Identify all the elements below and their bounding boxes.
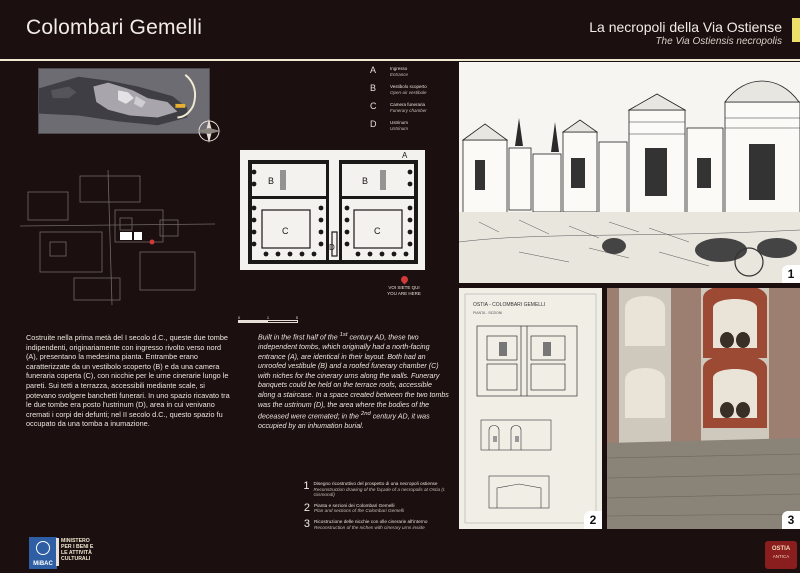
text-en-sup: 1st <box>339 332 348 338</box>
logo-sub-text: ANTICA <box>772 554 790 559</box>
plan-label-a: A <box>402 151 408 160</box>
legend-label-it: Ustrinum <box>390 120 409 125</box>
ministry-line: CULTURALI <box>61 556 91 562</box>
plan-label-c: C <box>282 226 289 236</box>
plan-label-b: B <box>362 176 369 186</box>
ostia-antica-logo <box>765 541 797 569</box>
figure-badge: 3 <box>782 511 800 529</box>
caption-en: Reconstruction drawing of the façade of a necropolis at Ostia <box>313 486 441 492</box>
scale-tick: 0 <box>238 315 241 320</box>
description-english <box>258 331 451 432</box>
scale-bar <box>238 314 298 323</box>
legend-label-it: Vestibolo scoperto <box>390 84 427 89</box>
caption-it: Pianta e sezioni dei Colombari Gemelli <box>314 502 395 508</box>
site-detail-map <box>20 170 215 305</box>
legend-item <box>370 102 450 120</box>
text-en-part: Built in the first half of the <box>258 333 340 342</box>
caption-item <box>300 503 460 514</box>
legend-key: C <box>370 101 377 111</box>
legend-label-it: Ingresso <box>390 66 408 71</box>
you-are-here-it: VOI SIETE QUI <box>388 285 420 290</box>
caption-item <box>300 481 460 498</box>
site-map <box>38 68 210 134</box>
figure-1-reconstruction-drawing <box>459 62 800 283</box>
ministry-logo <box>29 537 121 569</box>
ministry-line: MINISTERO <box>61 538 90 544</box>
floor-plan <box>240 150 425 270</box>
you-are-here-en: YOU ARE HERE <box>387 290 421 296</box>
header-divider <box>0 59 800 61</box>
caption-number: 2 <box>303 501 310 514</box>
caption-credit: (I. Gismondi) <box>313 486 446 498</box>
subtitle-italian: La necropoli della Via Ostiense <box>589 19 782 35</box>
legend-key: D <box>370 119 377 129</box>
description-italian: Costruite nella prima metà del I secolo d.C., queste due tombe indipendenti, originariamente con ingresso rivolto verso nord (A), presentano la medesima pianta. Entrambe erano caratterizzate da un vestibolo scoperto (B) e da una camera funeraria coperta (C), con nicchie per le urne cinerarie lungo le pareti. Sui tetti a terrazza, accessibili mediante scale, si potevano svolgere banchetti funerari. In uno spazio ricavato tra le due tombe era posto l'ustrinum (D), area in cui venivano cremati i corpi dei defunti; nel II secolo d.C., questo spazio fu occupato da una tomba a inumazione. <box>26 333 230 429</box>
plan-label-d: D <box>329 243 335 252</box>
caption-en: Reconstruction of the niches with cinerary urns inside <box>314 524 425 530</box>
figure-badge: 1 <box>782 265 800 283</box>
you-are-here-marker <box>384 276 424 296</box>
caption-number: 1 <box>303 480 310 492</box>
ministry-line: PER I BENI E <box>61 544 94 550</box>
ministry-line: LE ATTIVITÀ <box>61 550 92 556</box>
caption-it: Ricostruzione delle nicchie con olle cinerarie all'interno <box>314 518 428 524</box>
legend-label-it: Camera funeraria <box>390 102 426 107</box>
north-arrow-icon <box>195 117 223 145</box>
plan-label-c: C <box>374 226 381 236</box>
text-en-part: century AD, these two independent tombs, which originally had a north-facing entrance (A), are identical in their layout. Both had an unroofed vestibule (B) and a roofed funerary chamber (C) with niches for the cinerary urns along the walls. Funerary banquets could be held on the terrace roofs, accessible along a staircase. In a space created between the two tombs was the ustrinum (D), the area where the bodies of the deceased were cremated; in the <box>258 333 449 421</box>
legend-label-en: Funerary chamber <box>390 107 427 113</box>
drawing2-subtitle: PIANTA - SEZIONI <box>473 311 503 315</box>
header-subtitle <box>589 19 782 47</box>
ministry-name <box>61 538 93 562</box>
legend-label-en: Open-air vestibule <box>390 89 427 95</box>
page-title: Colombari Gemelli <box>26 16 203 39</box>
scale-tick: 5 <box>295 315 298 320</box>
scale-tick: 1 <box>266 315 270 320</box>
mibac-badge <box>29 537 57 569</box>
subtitle-english: The Via Ostiensis necropolis <box>655 36 782 47</box>
plan-legend <box>370 66 450 138</box>
legend-key: A <box>370 65 377 75</box>
text-en-sup: 2nd <box>360 411 371 418</box>
figure-3-niches-reconstruction <box>607 288 800 529</box>
legend-label-en: Ustrinum <box>390 125 409 131</box>
legend-label-en: Entrance <box>390 71 409 77</box>
caption-it: Disegno ricostruttivo del prospetto di una necropoli ostiense <box>313 481 438 486</box>
figure-captions <box>300 481 460 535</box>
caption-en: Plan and sections of the Colombari Gemelli <box>314 508 404 514</box>
legend-item <box>370 66 450 84</box>
figure-2-plan-sections <box>459 288 602 529</box>
text-en-part: century AD, it was occupied by an inhumation burial. <box>258 412 430 431</box>
drawing2-title: OSTIA - COLOMBARI GEMELLI <box>473 302 546 308</box>
mibac-label: MiBAC <box>33 561 53 567</box>
accent-tab <box>792 18 800 42</box>
legend-item <box>370 84 450 102</box>
legend-item <box>370 120 450 138</box>
caption-item <box>300 519 460 530</box>
legend-key: B <box>370 83 377 93</box>
figure-badge: 2 <box>584 511 602 529</box>
plan-label-b: B <box>268 176 275 186</box>
logo-main-text: OSTIA <box>771 546 791 552</box>
location-pin-icon <box>399 275 409 285</box>
caption-number: 3 <box>303 517 310 530</box>
